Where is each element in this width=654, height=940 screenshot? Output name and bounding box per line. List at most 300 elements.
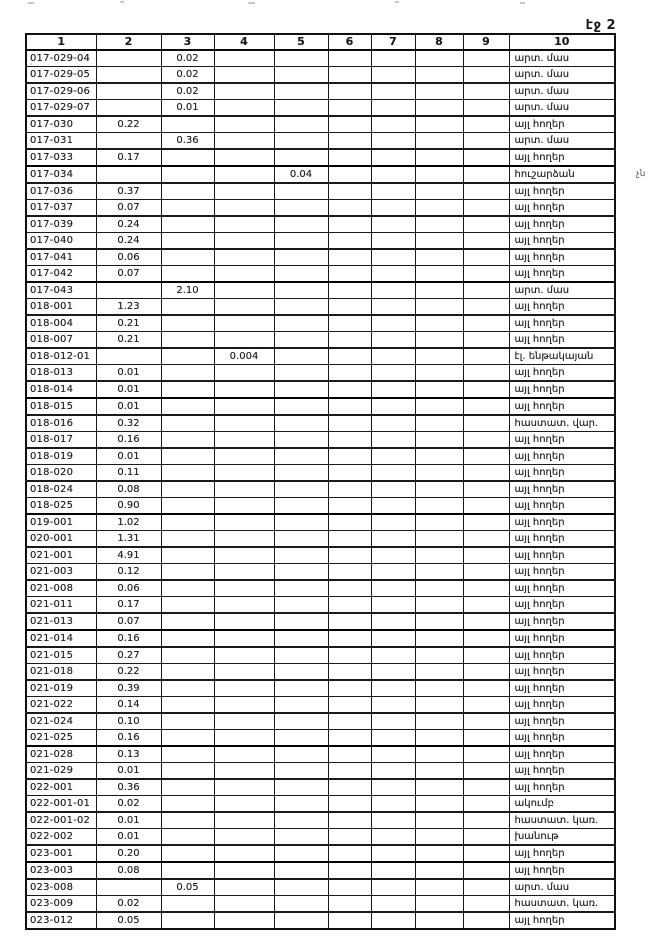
column-header: 1 [26,34,96,50]
parcel-code-cell: 019-001 [26,514,96,531]
land-type-cell: հաստատ. կառ. [509,812,615,829]
table-body [26,50,615,929]
parcel-code-cell: 022-002 [26,829,96,846]
value-cell [274,216,328,233]
value-cell [371,763,415,780]
value-cell [463,183,509,200]
land-type-cell: արտ. մաս [509,67,615,84]
value-cell [274,299,328,316]
value-cell: 0.01 [96,812,161,829]
table-row [26,845,615,862]
value-cell [214,432,274,449]
value-cell [328,348,371,365]
parcel-code-cell: 017-029-07 [26,100,96,117]
value-cell [214,664,274,681]
table-row [26,697,615,714]
value-cell [274,398,328,415]
value-cell [328,664,371,681]
value-cell [161,580,214,597]
value-cell [328,580,371,597]
value-cell [415,481,463,498]
value-cell: 0.02 [161,50,214,67]
table-row [26,630,615,647]
column-header: 9 [463,34,509,50]
value-cell [274,680,328,697]
parcel-code-cell: 022-001-01 [26,796,96,813]
parcel-code-cell: 021-022 [26,697,96,714]
value-cell [96,100,161,117]
value-cell [328,67,371,84]
land-type-cell: այլ հողեր [509,746,615,763]
value-cell [463,448,509,465]
value-cell [371,812,415,829]
value-cell [274,83,328,100]
value-cell [214,166,274,183]
value-cell: 0.06 [96,249,161,266]
table-row [26,381,615,398]
value-cell [415,597,463,614]
value-cell [214,200,274,217]
land-type-cell: այլ հողեր [509,680,615,697]
value-cell [328,730,371,747]
value-cell [328,166,371,183]
value-cell [96,67,161,84]
value-cell [463,233,509,250]
value-cell [415,282,463,299]
value-cell [415,896,463,913]
table-row [26,498,615,515]
land-type-cell: արտ. մաս [509,282,615,299]
value-cell [415,730,463,747]
value-cell [328,796,371,813]
value-cell [161,315,214,332]
value-cell [161,498,214,515]
column-header: 8 [415,34,463,50]
value-cell [214,282,274,299]
value-cell [371,879,415,896]
value-cell [371,332,415,349]
table-row [26,166,615,183]
table-row [26,398,615,415]
value-cell [371,50,415,67]
parcel-code-cell: 018-025 [26,498,96,515]
value-cell [274,183,328,200]
value-cell [214,50,274,67]
column-header: 3 [161,34,214,50]
land-type-cell: հուշարձան [509,166,615,183]
value-cell [214,299,274,316]
land-type-cell: այլ հողեր [509,200,615,217]
value-cell [96,133,161,150]
parcel-code-cell: 017-037 [26,200,96,217]
page-number-label: էջ 2 [585,18,616,33]
value-cell [371,249,415,266]
land-type-cell: այլ հողեր [509,763,615,780]
value-cell: 0.08 [96,481,161,498]
value-cell [161,845,214,862]
value-cell: 0.05 [161,879,214,896]
value-cell [274,713,328,730]
value-cell [371,481,415,498]
value-cell [415,448,463,465]
value-cell [415,531,463,548]
value-cell [328,481,371,498]
value-cell [328,779,371,796]
value-cell [328,315,371,332]
value-cell [274,779,328,796]
value-cell [161,266,214,283]
land-type-cell: արտ. մաս [509,83,615,100]
value-cell [161,448,214,465]
value-cell [371,697,415,714]
value-cell [371,912,415,929]
value-cell [463,763,509,780]
table-row [26,613,615,630]
table-row [26,50,615,67]
value-cell [415,580,463,597]
table-row [26,100,615,117]
value-cell: 0.22 [96,664,161,681]
value-cell [371,713,415,730]
parcel-code-cell: 023-008 [26,879,96,896]
table-row [26,580,615,597]
value-cell [371,348,415,365]
table-row [26,514,615,531]
value-cell [274,630,328,647]
value-cell [328,547,371,564]
land-type-cell: արտ. մաս [509,50,615,67]
value-cell [463,812,509,829]
table-row [26,465,615,482]
table-row [26,779,615,796]
table-row [26,432,615,449]
value-cell [214,381,274,398]
value-cell [415,796,463,813]
value-cell [214,713,274,730]
value-cell [415,365,463,382]
value-cell [161,381,214,398]
parcel-code-cell: 018-024 [26,481,96,498]
value-cell [214,580,274,597]
value-cell [463,564,509,581]
value-cell: 0.22 [96,116,161,133]
parcel-code-cell: 023-001 [26,845,96,862]
value-cell [214,233,274,250]
value-cell [463,647,509,664]
value-cell [161,597,214,614]
parcel-code-cell: 018-017 [26,432,96,449]
value-cell [463,779,509,796]
parcel-code-cell: 021-013 [26,613,96,630]
table-row [26,812,615,829]
parcel-code-cell: 017-029-06 [26,83,96,100]
value-cell [463,912,509,929]
value-cell [415,67,463,84]
value-cell [328,746,371,763]
value-cell [161,183,214,200]
value-cell [415,216,463,233]
table-row [26,200,615,217]
value-cell [371,216,415,233]
value-cell [371,282,415,299]
land-type-cell: այլ հողեր [509,597,615,614]
value-cell: 0.04 [274,166,328,183]
value-cell [328,200,371,217]
value-cell [371,829,415,846]
value-cell [214,763,274,780]
parcel-code-cell: 021-028 [26,746,96,763]
value-cell [274,647,328,664]
value-cell [328,812,371,829]
land-type-cell: այլ հողեր [509,216,615,233]
value-cell [274,812,328,829]
value-cell [274,448,328,465]
value-cell [214,133,274,150]
value-cell [415,498,463,515]
land-type-cell: արտ. մաս [509,100,615,117]
land-type-cell: այլ հողեր [509,398,615,415]
value-cell: 0.02 [96,896,161,913]
column-header: 6 [328,34,371,50]
value-cell [463,680,509,697]
value-cell [274,481,328,498]
value-cell [161,763,214,780]
value-cell [274,664,328,681]
value-cell [415,829,463,846]
value-cell [463,613,509,630]
value-cell [96,879,161,896]
value-cell [463,100,509,117]
land-type-cell: ակումբ [509,796,615,813]
value-cell [274,796,328,813]
value-cell [415,647,463,664]
value-cell [463,845,509,862]
value-cell [328,613,371,630]
value-cell [415,83,463,100]
value-cell [161,166,214,183]
value-cell [328,630,371,647]
value-cell [214,83,274,100]
land-type-cell: այլ հողեր [509,730,615,747]
value-cell [274,432,328,449]
value-cell [328,332,371,349]
parcel-code-cell: 022-001 [26,779,96,796]
value-cell [161,730,214,747]
column-header: 10 [509,34,615,50]
value-cell [371,365,415,382]
value-cell [371,845,415,862]
parcel-code-cell: 021-008 [26,580,96,597]
parcel-code-cell: 018-007 [26,332,96,349]
value-cell [463,348,509,365]
value-cell [328,912,371,929]
land-type-cell: այլ հողեր [509,498,615,515]
value-cell [371,381,415,398]
value-cell [214,216,274,233]
value-cell [161,432,214,449]
value-cell [371,498,415,515]
value-cell [328,531,371,548]
value-cell: 0.08 [96,862,161,879]
data-table-container [25,33,616,930]
value-cell [214,680,274,697]
value-cell [415,50,463,67]
value-cell [274,879,328,896]
land-type-cell: արտ. մաս [509,133,615,150]
table-row [26,266,615,283]
value-cell [328,763,371,780]
value-cell [371,664,415,681]
parcel-code-cell: 017-036 [26,183,96,200]
value-cell [463,862,509,879]
value-cell [161,415,214,432]
value-cell [463,697,509,714]
table-row [26,680,615,697]
parcel-code-cell: 021-001 [26,547,96,564]
land-type-cell: այլ հողեր [509,432,615,449]
value-cell [415,299,463,316]
parcel-code-cell: 023-003 [26,862,96,879]
table-row [26,67,615,84]
value-cell [371,613,415,630]
parcel-code-cell: 017-040 [26,233,96,250]
value-cell: 0.21 [96,332,161,349]
value-cell [415,315,463,332]
parcel-code-cell: 021-018 [26,664,96,681]
value-cell: 1.23 [96,299,161,316]
parcel-code-cell: 021-019 [26,680,96,697]
value-cell [96,166,161,183]
value-cell [214,779,274,796]
value-cell [371,116,415,133]
value-cell [328,862,371,879]
value-cell [415,133,463,150]
value-cell [328,514,371,531]
value-cell [328,680,371,697]
value-cell [274,514,328,531]
value-cell [371,746,415,763]
value-cell: 0.01 [96,448,161,465]
value-cell [328,50,371,67]
parcel-code-cell: 021-024 [26,713,96,730]
value-cell [371,580,415,597]
value-cell [328,448,371,465]
value-cell [274,763,328,780]
value-cell [274,249,328,266]
value-cell [328,896,371,913]
value-cell [371,896,415,913]
value-cell [415,116,463,133]
value-cell [463,432,509,449]
value-cell [274,332,328,349]
value-cell [161,299,214,316]
column-header: 5 [274,34,328,50]
value-cell [96,348,161,365]
value-cell [214,498,274,515]
land-type-cell: այլ հողեր [509,332,615,349]
value-cell [214,266,274,283]
value-cell [415,746,463,763]
value-cell [161,896,214,913]
value-cell [371,531,415,548]
value-cell: 0.01 [96,763,161,780]
value-cell [328,282,371,299]
value-cell [328,216,371,233]
table-row [26,233,615,250]
parcel-code-cell: 017-039 [26,216,96,233]
margin-stray-mark: չն [635,168,646,180]
table-row [26,249,615,266]
value-cell: 0.24 [96,216,161,233]
value-cell [371,415,415,432]
value-cell [161,713,214,730]
table-row [26,216,615,233]
land-type-cell: այլ հողեր [509,564,615,581]
table-row [26,332,615,349]
value-cell [328,233,371,250]
value-cell [328,381,371,398]
value-cell: 0.01 [96,381,161,398]
parcel-code-cell: 018-004 [26,315,96,332]
parcel-code-cell: 018-014 [26,381,96,398]
value-cell [415,233,463,250]
value-cell: 0.11 [96,465,161,482]
value-cell [415,812,463,829]
value-cell [371,299,415,316]
parcel-code-cell: 017-043 [26,282,96,299]
table-row [26,183,615,200]
value-cell: 0.02 [161,83,214,100]
value-cell [415,779,463,796]
parcel-code-cell: 023-012 [26,912,96,929]
value-cell [274,365,328,382]
value-cell [214,730,274,747]
value-cell [328,713,371,730]
value-cell [415,348,463,365]
parcel-code-cell: 021-003 [26,564,96,581]
value-cell [214,249,274,266]
value-cell: 0.39 [96,680,161,697]
value-cell [371,730,415,747]
value-cell [161,796,214,813]
value-cell [415,630,463,647]
value-cell [161,746,214,763]
table-row [26,282,615,299]
value-cell [328,465,371,482]
value-cell [415,415,463,432]
parcel-code-cell: 018-016 [26,415,96,432]
parcel-code-cell: 017-029-05 [26,67,96,84]
value-cell [371,183,415,200]
value-cell: 0.20 [96,845,161,862]
value-cell: 0.02 [161,67,214,84]
land-type-cell: այլ հողեր [509,233,615,250]
value-cell [463,67,509,84]
value-cell [214,67,274,84]
value-cell: 0.07 [96,200,161,217]
value-cell: 0.01 [161,100,214,117]
value-cell [214,481,274,498]
value-cell [214,116,274,133]
value-cell: 0.01 [96,398,161,415]
value-cell [274,100,328,117]
value-cell [328,697,371,714]
value-cell [371,630,415,647]
value-cell [274,381,328,398]
value-cell: 0.14 [96,697,161,714]
value-cell [161,630,214,647]
value-cell [214,812,274,829]
